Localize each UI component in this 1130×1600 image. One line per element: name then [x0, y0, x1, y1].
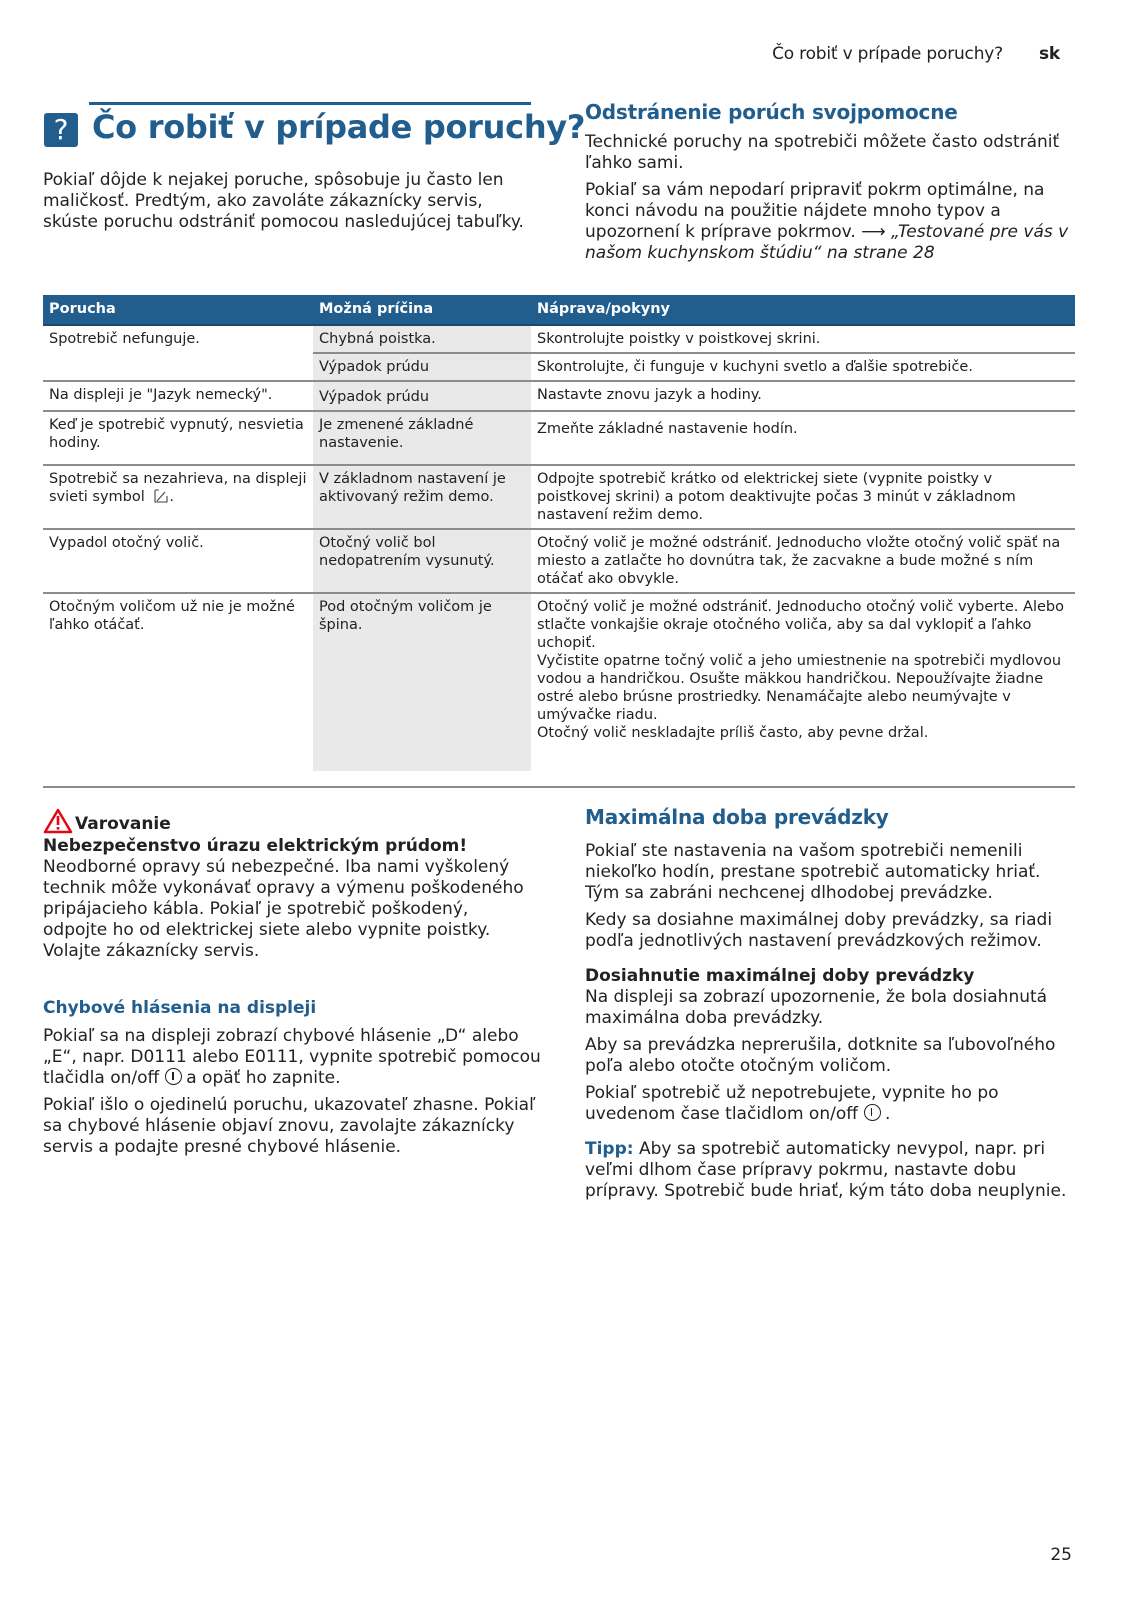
page-number: 25 — [1050, 1545, 1072, 1565]
max-operation-para-4: Aby sa prevádzka neprerušila, dotknite sa ľubovoľného poľa alebo otočte otočným voličom. — [585, 1035, 1056, 1076]
error-messages-section — [43, 998, 543, 1158]
self-help-para-1: Technické poruchy na spotrebiči môžete často odstrániť ľahko sami. — [585, 132, 1060, 173]
troubleshooting-table — [43, 295, 1075, 771]
tip-text: Aby sa spotrebič automaticky nevypol, napr. pri veľmi dlhom čase prípravy pokrmu, nastavte dobu prípravy. Spotrebič bude hriať, kým táto doba neuplynie. — [585, 1139, 1067, 1201]
cause-cell: V základnom nastavení je aktivovaný režim demo. — [313, 465, 531, 529]
table-header-row — [43, 295, 1075, 325]
table-row — [43, 411, 1075, 465]
table-row — [43, 325, 1075, 353]
max-operation-subheading: Dosiahnutie maximálnej doby prevádzky — [585, 966, 975, 986]
warning-block — [43, 808, 533, 962]
cause-cell: Je zmenené základné nastavenie. — [313, 411, 531, 465]
header-cause: Možná príčina — [313, 295, 531, 325]
intro-paragraph: Pokiaľ dôjde k nejakej poruche, spôsobuje ju často len maličkosť. Predtým, ako zavoláte zákaznícky servis, skúste poruchu odstrániť pomocou nasledujúcej tabuľky. — [43, 170, 524, 232]
table-bottom-rule — [43, 786, 1075, 788]
error-messages-para-2: Pokiaľ išlo o ojedinelú poruchu, ukazovateľ zhasne. Pokiaľ sa chybové hlásenie objaví znovu, zavolajte zákaznícky servis a podajte presné chybové hlásenie. — [43, 1095, 536, 1157]
remedy-cell: Skontrolujte, či funguje v kuchyni svetlo a ďalšie spotrebiče. — [531, 353, 1075, 381]
remedy-cell: Otočný volič je možné odstrániť. Jednoducho otočný volič vyberte. Alebo stlačte vonkajšie okraje otočného voliča, aby sa dal vyklopiť a ľahko uchopiť. Vyčistite opatrne točný volič a jeho umiestnenie na spotrebiči mydlovou vodou a handričkou. Osušte mäkkou handričkou. Nepoužívajte žiadne ostré alebo brúsne prostriedky. Nenamáčajte alebo neumývajte v umývačke riadu. Otočný volič neskladajte príliš často, aby pevne držal. — [537, 599, 1064, 741]
self-help-section — [585, 100, 1075, 264]
self-help-para-2: Pokiaľ sa vám nepodarí pripraviť pokrm optimálne, na konci návodu na použitie nájdete mnoho typov a upozornení k príprave pokrmov. ⟶ „Testované pre vás v našom kuchynskom štúdiu“ na strane 28 — [585, 180, 1069, 263]
cause-cell: Pod otočným voličom je špina. — [313, 593, 531, 771]
fault-cell: Vypadol otočný volič. — [43, 529, 313, 593]
header-remedy: Náprava/pokyny — [531, 295, 1075, 325]
error-messages-para-1: Pokiaľ sa na displeji zobrazí chybové hlásenie „D“ alebo „E“, napr. D0111 alebo E0111, vypnite spotrebič pomocou tlačidla on/off a opäť ho zapnite. — [43, 1026, 541, 1088]
power-button-icon — [864, 1104, 881, 1121]
table-row — [43, 529, 1075, 593]
max-operation-section — [585, 805, 1075, 1202]
max-operation-para-2: Kedy sa dosiahne maximálnej doby prevádzky, sa riadi podľa jednotlivých nastavení prevádzkových režimov. — [585, 910, 1053, 951]
fault-cell: Keď je spotrebič vypnutý, nesvietia hodiny. — [43, 411, 313, 465]
fault-cell: Spotrebič nefunguje. — [43, 325, 313, 381]
running-header — [772, 44, 1060, 64]
demo-mode-icon — [153, 489, 169, 508]
cross-reference-link[interactable]: „Testované pre vás v našom kuchynskom štúdiu“ — [585, 222, 1069, 263]
remedy-cell: Nastavte znovu jazyk a hodiny. — [531, 381, 1075, 411]
table-row — [43, 465, 1075, 529]
tip-label: Tipp: — [585, 1139, 634, 1159]
fault-cell: Spotrebič sa nezahrieva, na displeji svieti symbol . — [43, 465, 313, 529]
arrow-right-icon: ⟶ — [861, 222, 886, 242]
page-title: Čo robiť v prípade poruchy? — [92, 108, 586, 146]
warning-header — [43, 808, 533, 834]
tip-paragraph — [585, 1139, 1075, 1202]
fault-cell: Otočným voličom už nie je možné ľahko otáčať. — [49, 599, 295, 633]
warning-subtitle: Nebezpečenstvo úrazu elektrickým prúdom! — [43, 836, 468, 856]
self-help-heading: Odstránenie porúch svojpomocne — [585, 100, 958, 124]
cause-cell: Výpadok prúdu — [313, 353, 531, 381]
max-operation-heading: Maximálna doba prevádzky — [585, 805, 889, 829]
cause-cell: Chybná poistka. — [313, 325, 531, 353]
cause-cell: Výpadok prúdu — [313, 381, 531, 411]
page-reference: na strane 28 — [826, 243, 935, 263]
question-mark-icon: ? — [44, 113, 78, 147]
running-header-title: Čo robiť v prípade poruchy? — [772, 44, 1003, 64]
max-operation-para-3: Na displeji sa zobrazí upozornenie, že bola dosiahnutá maximálna doba prevádzky. — [585, 987, 1048, 1028]
table-row — [43, 593, 1075, 771]
table-row — [43, 381, 1075, 411]
warning-label: Varovanie — [75, 814, 171, 834]
cause-cell: Otočný volič bol nedopatrením vysunutý. — [313, 529, 531, 593]
power-button-icon — [165, 1068, 182, 1085]
header-fault: Porucha — [43, 295, 313, 325]
language-code: sk — [1038, 44, 1060, 64]
remedy-cell: Zmeňte základné nastavenie hodín. — [531, 411, 1075, 465]
max-operation-para-5: Pokiaľ spotrebič už nepotrebujete, vypnite ho po uvedenom čase tlačidlom on/off . — [585, 1083, 999, 1124]
remedy-cell: Odpojte spotrebič krátko od elektrickej siete (vypnite poistky v poistkovej skrini) a potom deaktivujte počas 3 minút v základnom nastavení režim demo. — [531, 465, 1075, 529]
max-operation-para-1: Pokiaľ ste nastavenia na vašom spotrebiči nemenili niekoľko hodín, prestane spotrebič automaticky hriať. Tým sa zabráni nechcenej dlhodobej prevádzke. — [585, 841, 1041, 903]
fault-cell: Na displeji je "Jazyk nemecký". — [43, 381, 313, 411]
remedy-cell: Skontrolujte poistky v poistkovej skrini. — [531, 325, 1075, 353]
warning-triangle-icon — [43, 808, 73, 834]
warning-body: Neodborné opravy sú nebezpečné. Iba nami vyškolený technik môže vykonávať opravy a výmenu poškodeného pripájacieho kábla. Pokiaľ je spotrebič poškodený, odpojte ho od elektrickej siete alebo vypnite poistky. Volajte zákaznícky servis. — [43, 857, 524, 961]
remedy-cell: Otočný volič je možné odstrániť. Jednoducho vložte otočný volič späť na miesto a zatlačte ho dovnútra tak, že zacvakne a bude možné s ním otáčať ako obvykle. — [531, 529, 1075, 593]
title-rule — [89, 102, 531, 105]
error-messages-heading: Chybové hlásenia na displeji — [43, 998, 317, 1018]
